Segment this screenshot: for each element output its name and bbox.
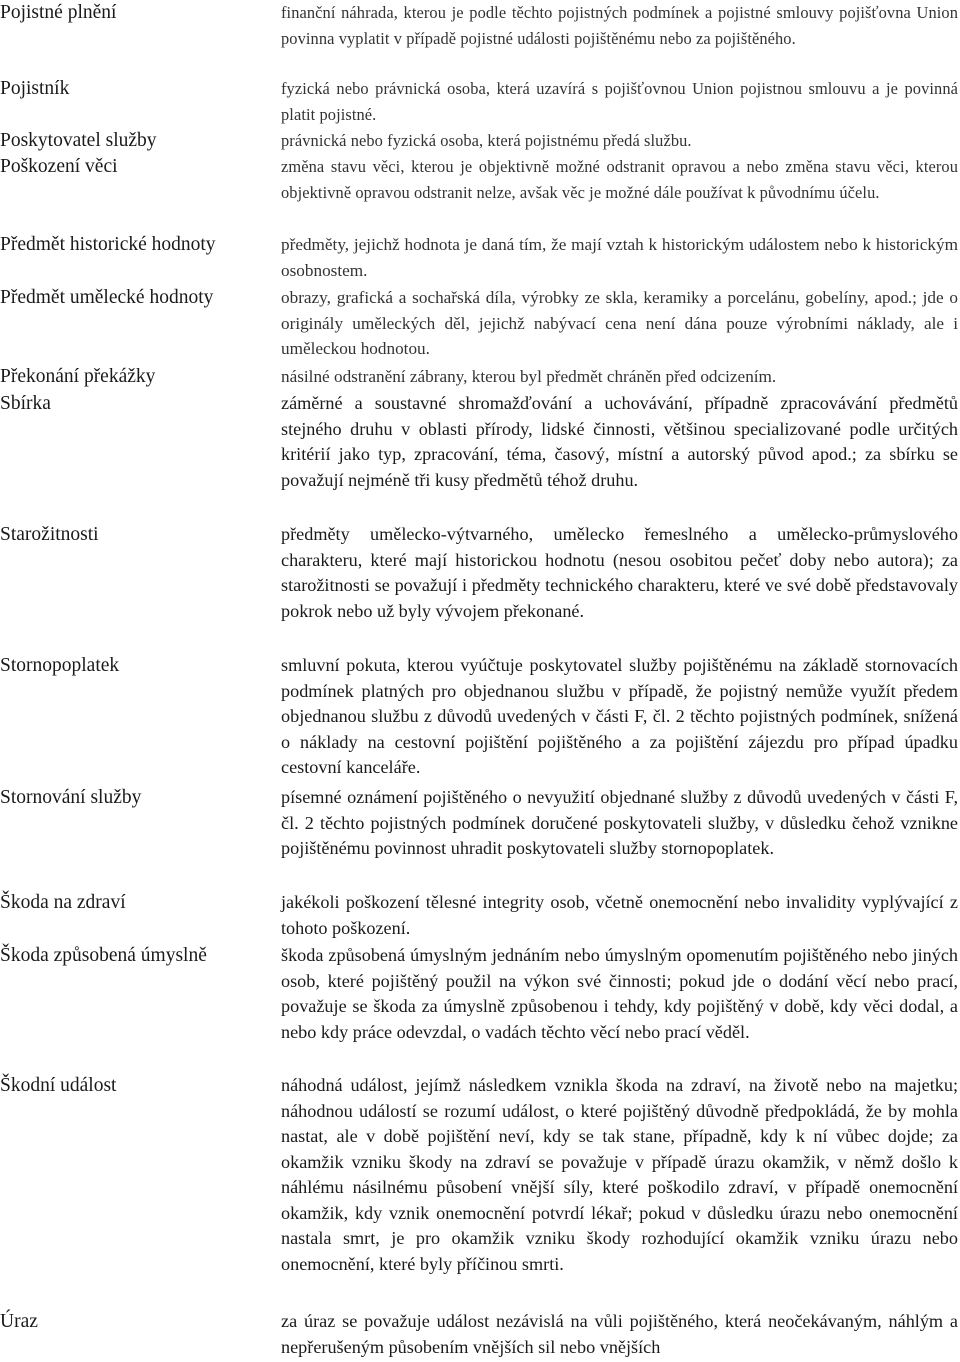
definition: fyzická nebo právnická osoba, která uzavírá s pojišťovnou Union pojistnou smlouvu a je povinná platit pojistné.	[281, 79, 958, 124]
term: Předmět umělecké hodnoty	[0, 287, 214, 308]
term: Škoda na zdraví	[0, 892, 126, 913]
term: Poškození věci	[0, 156, 118, 177]
term: Pojistné plnění	[0, 2, 117, 23]
term: Překonání překážky	[0, 366, 156, 387]
definition: smluvní pokuta, kterou vyúčtuje poskytovatel služby pojištěnému na základě stornovacích podmínek platných pro objednanou službu v případě, že pojistný nemůže využít předem objednanou službu z důvodů uvedených v části F, čl. 2 těchto pojistných podmínek, snížená o náklady na cestovní pojištění pojištěného a za pojištění zájezdu pro případ úpadku cestovní kanceláře.	[281, 655, 958, 777]
definition: násilné odstranění zábrany, kterou byl předmět chráněn před odcizením.	[281, 367, 777, 386]
definition: písemné oznámení pojištěného o nevyužití objednané služby z důvodů uvedených v části F, čl. 2 těchto pojistných podmínek doručené poskytovateli služby, v důsledku čehož vznikne pojištěnému povinnost uhradit poskytovateli služby stornopoplatek.	[281, 787, 958, 858]
definition: předměty umělecko-výtvarného, umělecko řemeslného a umělecko-průmyslového charakteru, které mají historickou hodnotu (nesou osobitou pečeť doby nebo autora); za starožitnosti se považují i předměty technického charakteru, které ve své době představovaly pokrok nebo už byly vývojem překonané.	[281, 524, 958, 621]
term: Škoda způsobená úmyslně	[0, 945, 207, 966]
term: Škodní událost	[0, 1075, 117, 1096]
term: Starožitnosti	[0, 524, 99, 545]
term: Sbírka	[0, 393, 51, 414]
definition: předměty, jejichž hodnota je daná tím, že mají vztah k historickým událostem nebo k historickým osobnostem.	[281, 235, 958, 280]
term: Poskytovatel služby	[0, 130, 157, 151]
definition: finanční náhrada, kterou je podle těchto pojistných podmínek a pojistné smlouvy pojišťovna Union povinna vyplatit v případě pojistné události pojištěnému nebo za pojištěného.	[281, 3, 958, 48]
definition: jakékoli poškození tělesné integrity osob, včetně onemocnění nebo invalidity vyplývající z tohoto poškození.	[281, 892, 958, 938]
term: Stornopoplatek	[0, 655, 120, 676]
term: Stornování služby	[0, 787, 142, 808]
definition: právnická nebo fyzická osoba, která pojistnému předá službu.	[281, 131, 692, 150]
definition: změna stavu věci, kterou je objektivně možné odstranit opravou a nebo změna stavu věci, kterou objektivně opravou odstranit nelze, avšak věc je možné dále používat k původnímu účelu.	[281, 157, 958, 202]
definition: záměrné a soustavné shromažďování a uchovávání, případně zpracovávání předmětů stejného druhu v oblasti přírody, lidské činnosti, většinou specializované podle určitých kritérií jako typ, zpracování, téma, časový, místní a autorský původ apod.; za sbírku se považují nejméně tři kusy předmětů téhož druhu.	[281, 393, 958, 490]
term: Pojistník	[0, 78, 70, 99]
term: Předmět historické hodnoty	[0, 234, 216, 255]
definition: škoda způsobená úmyslným jednáním nebo úmyslným opomenutím pojištěného nebo jiných osob, které pojištěný použil na výkon své činnosti; pokud jde o dodání věcí nebo prací, považuje se škoda za úmyslně způsobenou i tehdy, kdy pojištěný v době, kdy věci dodal, a nebo kdy práce odevzdal, o vadách těchto věcí nebo prací věděl.	[281, 945, 958, 1042]
definition: obrazy, grafická a sochařská díla, výrobky ze skla, keramiky a porcelánu, gobelíny, apod.; jde o originály uměleckých děl, jejichž nabývací cena není dána pouze výrobními náklady, ale i uměleckou hodnotou.	[281, 288, 958, 358]
term: Úraz	[0, 1311, 38, 1332]
definition: za úraz se považuje událost nezávislá na vůli pojištěného, která neočekávaným, náhlým a nepřerušeným působením vnějších sil nebo vnějších	[281, 1311, 958, 1357]
definition: náhodná událost, jejímž následkem vznikla škoda na zdraví, na životě nebo na majetku; náhodnou událostí se rozumí událost, o které pojištěný důvodně předpokládá, že by mohla nastat, ale v době pojištění neví, kdy se tak stane, případně, kdy k ní vůbec dojde; za okamžik vzniku škody na zdraví se považuje v případě úrazu okamžik, v němž došlo k náhlému násilnému působení vnější síly, které poškodilo zdraví, v případě onemocnění okamžik, kdy vznik onemocnění potvrdí lékař; pokud v důsledku úrazu nebo onemocnění nastala smrt, je pro okamžik vzniku škody rozhodující okamžik vzniku úrazu nebo onemocnění, které byly příčinou smrti.	[281, 1075, 958, 1274]
